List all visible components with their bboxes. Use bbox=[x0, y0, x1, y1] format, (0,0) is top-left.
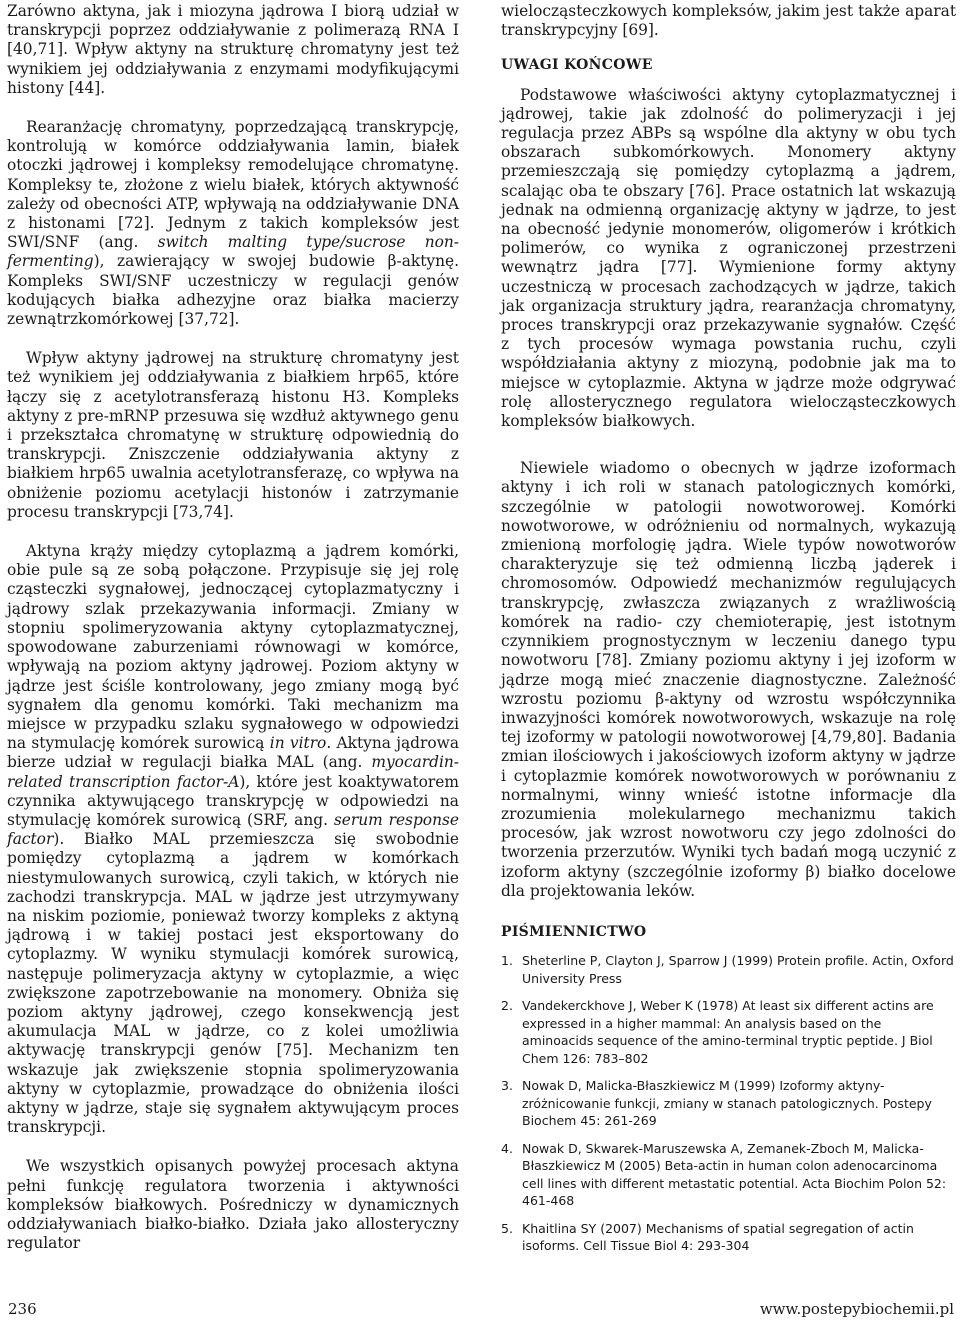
reference-text: Nowak D, Skwarek-Maruszewska A, Zemanek-Zboch M, Malicka-Błaszkiewicz M (2005) Beta-actin in human colon adenocarcinoma cell lines with different metastatic potential. Acta Biochim Polon 52: 461-468 bbox=[522, 1140, 947, 1209]
text-run: ). Białko MAL przemieszcza się swobodnie pomiędzy cytoplazmą a jądrem w komórkach niestymulowanych surowicą, czyli takich, w których nie zachodzi transkrypcja. MAL w jądrze jest utrzymywany na niskim poziomie, ponieważ tworzy kompleks z aktyną jądrową i w takiej postaci jest eksportowany do cytoplazmy. W wyniku stymulacji komórek surowicą, następuje polimeryzacja aktyny w cytoplazmie, a więc zwiększone zapotrzebowanie na monomery. Obniża się poziom aktyny jądrowej, czego konsekwencją jest akumulacja MAL w jądrze, co z kolei umożliwia aktywację transkrypcji genów [75]. Mechanizm ten wskazuje jak zwiększenie stopnia spolimeryzowania aktyny w cytoplazmie, prowadzące do obniżenia ilości aktyny w jądrze, staje się sygnałem aktywującym proces transkrypcji. bbox=[7, 830, 459, 1137]
paragraph-actin-myosin: Zarówno aktyna, jak i miozyna jądrowa I biorą udział w transkrypcji poprzez oddziaływanie z polimerazą RNA I [40,71]. Wpływ aktyny na strukturę chromatyny jest też wynikiem jej oddziaływania z enzymami modyfikującymi histony [44]. bbox=[7, 2, 459, 97]
reference-number: 5. bbox=[501, 1220, 513, 1236]
text-run: Aktyna krąży między cytoplazmą a jądrem komórki, obie pule są ze sobą połączone. Przypisuje się jej rolę cząsteczki sygnałowej, jednoczącej cytoplazmatyczny i jądrowy szlak przekazywania informacji. Zmiany w stopniu spolimeryzowania aktyny cytoplazmatycznej, spowodowane zaburzeniami równowagi w komórce, wpływają na poziom aktyny jądrowej. Poziom aktyny w jądrze jest ściśle kontrolowany, jego zmiany mogą być sygnałem dla genomu komórki. Taki mechanizm ma miejsce w przypadku szlaku sygnałowego w odpowiedzi na stymulację komórek surowicą bbox=[7, 542, 459, 753]
paragraph-summary: Podstawowe właściwości aktyny cytoplazmatycznej i jądrowej, takie jak zdolność do polimeryzacji i jej regulacja przez ABPs są wspólne dla aktyny w obu tych obszarach subkomórkowych. Monomery aktyny przemieszczają się pomiędzy cytoplazmą a jądrem, scalając oba te obszary [76]. Prace ostatnich lat wskazują jednak na odmienną organizację aktyny w jądrze, to jest na obecność jedynie monomerów, oligomerów i krótkich polimerów, co wynika z ograniczonej przestrzeni wewnątrz jądra [77]. Wymienione formy aktyny uczestniczą w procesach zachodzących w jądrze, takich jak organizacja struktury jądra, rearanżacja chromatyny, proces transkrypcji oraz przekazywanie sygnałów. Część z tych procesów wymaga powstania ruchu, czyli współdziałania aktyny z miozyną, podobnie jak ma to miejsce w cytoplazmie. Aktyna w jądrze może odgrywać rolę allosterycznego regulatora wielocząsteczkowych kompleksów białkowych. bbox=[501, 85, 956, 431]
text-run: . Aktyna jądrowa bierze udział w regulacji białka MAL (ang. bbox=[7, 734, 460, 772]
left-column bbox=[7, 2, 459, 1273]
right-column bbox=[501, 2, 956, 1265]
reference-item bbox=[501, 1140, 956, 1210]
italic-term: switch malting type/sucrose non-fermenting bbox=[7, 233, 459, 271]
reference-item bbox=[501, 997, 956, 1067]
text-run: ), które jest koaktywatorem czynnika aktywującego transkrypcję w odpowiedzi na stymulację komórek surowicą (SRF, ang. bbox=[7, 772, 459, 829]
text-run: Rearanżację chromatyny, poprzedzającą transkrypcję, kontrolują w komórce oddziaływania lamin, białek otoczki jądrowej i kompleksy remodelujące chromatynę. Kompleksy te, złożone z wielu białek, których aktywność zależy od obecności ATP, wpływają na oddziaływanie DNA z histonami [72]. Jednym z takich kompleksów jest SWI/SNF (ang. bbox=[7, 118, 459, 252]
paragraph-regulator-role: We wszystkich opisanych powyżej procesach aktyna pełni funkcję regulatora tworzenia i aktywności kompleksów białkowych. Pośredniczy w dynamicznych oddziaływaniach białko-białko. Działa jako allosteryczny regulator bbox=[7, 1157, 459, 1253]
journal-url[interactable]: www.postepybiochemii.pl bbox=[759, 1300, 954, 1318]
italic-term: myocardin-related transcription factor-A bbox=[7, 753, 459, 791]
text-run: ), zawierający w swojej budowie β-aktynę. Kompleks SWI/SNF uczestniczy w regulacji genów kodujących białka adhezyjne oraz białka macierzy zewnątrzkomórkowej [37,72]. bbox=[7, 252, 459, 329]
paragraph-cancer: Niewiele wiadomo o obecnych w jądrze izoformach aktyny i ich roli w stanach patologicznych komórki, szczególnie w patologii nowotworowej. Komórki nowotworowe, w odróżnieniu od normalnych, wykazują zmienioną morfologię jądra. Wiele typów nowotworów charakteryzuje się też odmienną liczbą jąderek i chromosomów. Odpowiedź mechanizmów regulujących transkrypcję, zwłaszcza związanych z wrażliwością komórek na radio- czy chemioterapię, jest istotnym czynnikiem prognostycznym w leczeniu danego typu nowotworu [78]. Zmiany poziomu aktyny i jej izoform w jądrze mogą mieć znaczenie diagnostyczne. Zależność wzrostu poziomu β-aktyny od wzrostu współczynnika inwazyjności komórek nowotworowych, wskazuje na rolę tej izoformy w patologii nowotworowej [4,79,80]. Badania zmian ilościowych i jakościowych izoform aktyny w jądrze i cytoplazmie komórek nowotworowych w porównaniu z normalnymi, winny wnieść istotne informacje dla zrozumienia molekularnego mechanizmu takich procesów, jak wzrost nowotworu czy jego zdolności do tworzenia przerzutów. Wyniki tych badań mogą uczynić z izoform aktyny (szczególnie izoformy β) białko docelowe dla projektowania leków. bbox=[501, 459, 956, 900]
reference-text: Sheterline P, Clayton J, Sparrow J (1999) Protein profile. Actin, Oxford University Press bbox=[522, 953, 954, 986]
italic-term: in vitro bbox=[269, 734, 327, 753]
paragraph-chromatin-rearrangement bbox=[7, 118, 459, 329]
reference-item bbox=[501, 1220, 956, 1255]
reference-list bbox=[501, 952, 956, 1255]
reference-text: Khaitlina SY (2007) Mechanisms of spatial segregation of actin isoforms. Cell Tissue Biol 4: 293-304 bbox=[522, 1220, 914, 1254]
section-heading-references: PIŚMIENNICTWO bbox=[501, 923, 647, 940]
reference-number: 2. bbox=[501, 998, 513, 1014]
page-number: 236 bbox=[8, 1300, 37, 1318]
reference-number: 4. bbox=[501, 1140, 513, 1156]
paragraph-continuation: wielocząsteczkowych kompleksów, jakim jest także aparat transkrypcyjny [69]. bbox=[501, 2, 956, 40]
reference-number: 1. bbox=[501, 953, 513, 969]
italic-term: serum response factor bbox=[7, 810, 459, 849]
reference-number: 3. bbox=[501, 1078, 513, 1094]
section-heading-final-remarks: UWAGI KOŃCOWE bbox=[501, 57, 653, 74]
reference-item bbox=[501, 952, 956, 987]
paragraph-mal-signaling bbox=[7, 542, 459, 1137]
reference-item bbox=[501, 1077, 956, 1130]
reference-text: Vandekerckhove J, Weber K (1978) At least six different actins are expressed in a higher mammal: An analysis based on the aminoacids sequence of the amino-terminal tryptic peptide. J Biol Chem 126: 783–802 bbox=[522, 998, 934, 1066]
reference-text: Nowak D, Malicka-Błaszkiewicz M (1999) Izoformy aktyny-zróżnicowanie funkcji, zmiany w stanach patologicznych. Postepy Biochem 45: 261-269 bbox=[522, 1078, 932, 1129]
paragraph-hrp65: Wpływ aktyny jądrowej na strukturę chromatyny jest też wynikiem jej oddziaływania z białkiem hrp65, które łączy się z acetylotransferazą histonu H3. Kompleks aktyny z pre-mRNP przesuwa się wzdłuż aktywnego genu i przekształca chromatynę w strukturę odpowiednią do transkrypcji. Zniszczenie oddziaływania aktyny z białkiem hrp65 uwalnia acetylotransferazę, co wpływa na obniżenie poziomu acetylacji histonów i zatrzymanie procesu transkrypcji [73,74]. bbox=[7, 349, 459, 521]
